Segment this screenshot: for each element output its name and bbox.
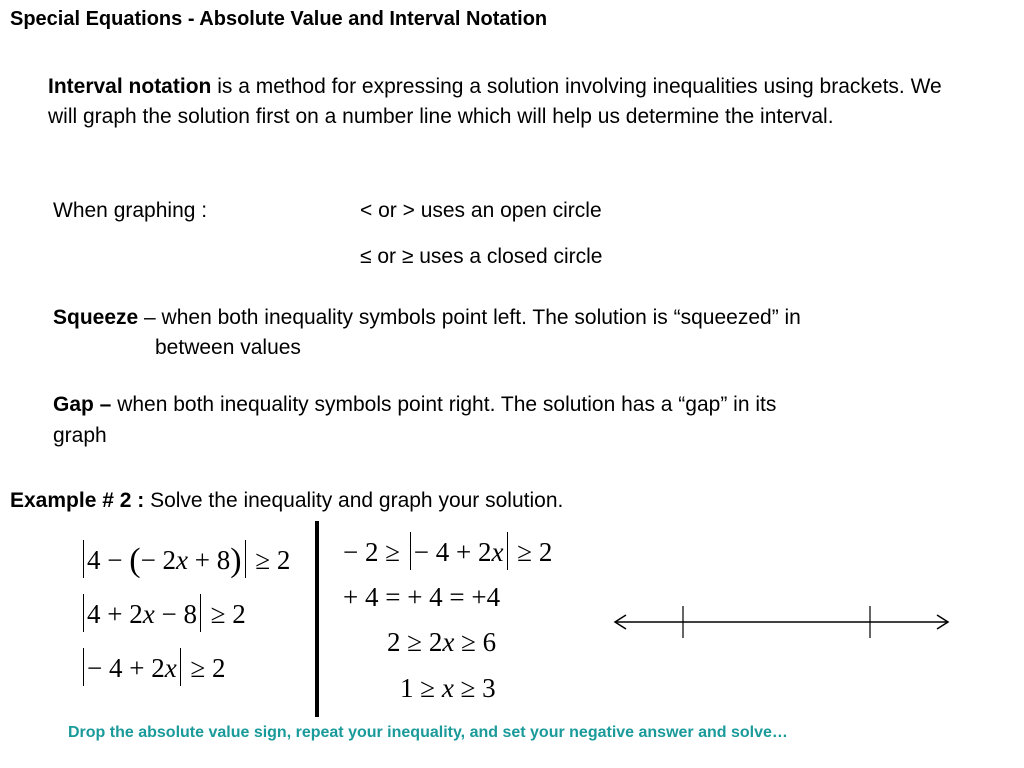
work-divider [315, 521, 319, 717]
interval-notation-definition [48, 72, 948, 132]
simplified-inequality: 2 ≥ 2x ≥ 6 [387, 627, 497, 657]
step-3-equation: − 4 + 2x ≥ 2 [80, 648, 226, 686]
example-heading [10, 486, 563, 516]
gap-text-line1: when both inequality symbols point right. The solution has a “gap” in its [111, 393, 777, 416]
squeeze-term: Squeeze [53, 306, 139, 329]
gap-term: Gap – [53, 393, 112, 416]
squeeze-text-line2: between values [155, 336, 301, 359]
interval-notation-text: is a method for expressing a solution involving inequalities using brackets. We will graph the solution first on a number line which will help us determine the interval. [48, 75, 942, 128]
solution-inequality: 1 ≥ x ≥ 3 [400, 673, 496, 703]
example-text: Solve the inequality and graph your solution. [144, 489, 564, 512]
interval-notation-term: Interval notation [48, 75, 212, 98]
gap-text-line2: graph [53, 424, 107, 447]
graphing-label: When graphing : [53, 199, 208, 222]
example-label: Example # 2 : [10, 489, 145, 512]
page-title: Special Equations - Absolute Value and Interval Notation [10, 8, 548, 30]
gap-definition [53, 390, 776, 420]
squeeze-text-line1: – when both inequality symbols point left. The solution is “squeezed” in [138, 306, 801, 329]
instruction-footer: Drop the absolute value sign, repeat your inequality, and set your negative answer and solve… [68, 724, 788, 741]
step-2-equation: 4 + 2x − 8 ≥ 2 [80, 594, 246, 632]
step-1-equation: 4 − (− 2x + 8) ≥ 2 [80, 540, 290, 580]
add-four-step: + 4 = + 4 = +4 [343, 582, 501, 612]
squeeze-definition [53, 303, 801, 333]
closed-circle-rule: ≤ or ≥ uses a closed circle [360, 245, 603, 268]
compound-inequality: − 2 ≥ − 4 + 2x ≥ 2 [343, 532, 552, 570]
number-line [610, 602, 955, 642]
open-circle-rule: < or > uses an open circle [360, 199, 602, 222]
